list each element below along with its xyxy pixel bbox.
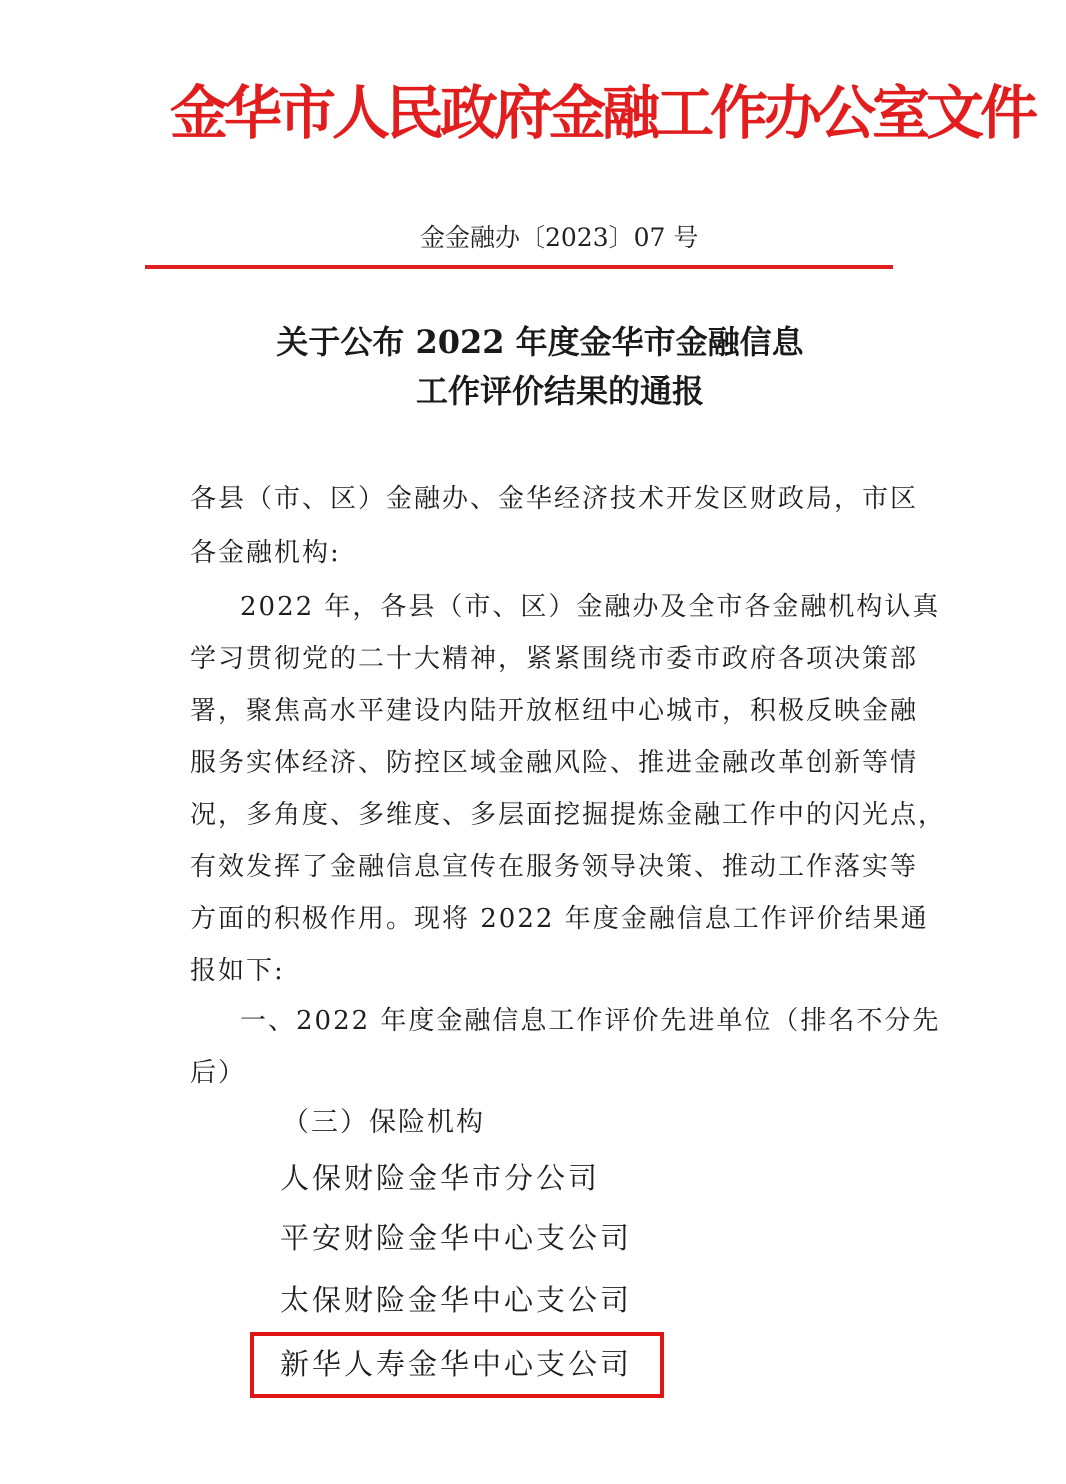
company-list-item: 平安财险金华中心支公司	[280, 1221, 633, 1255]
paragraph-line: 方面的积极作用。现将 2022 年度金融信息工作评价结果通	[190, 904, 929, 934]
red-divider-line	[145, 265, 893, 269]
subsection-heading: （三）保险机构	[282, 1107, 485, 1138]
highlight-box	[250, 1332, 664, 1398]
paragraph-line: 报如下:	[190, 956, 285, 986]
document-header-title: 金华市人民政府金融工作办公室文件	[170, 79, 1035, 147]
notice-title-line-1: 关于公布 2022 年度金华市金融信息	[276, 323, 804, 361]
paragraph-line: 学习贯彻党的二十大精神，紧紧围绕市委市政府各项决策部	[190, 644, 919, 674]
paragraph-line: 有效发挥了金融信息宣传在服务领导决策、推动工作落实等	[190, 852, 919, 882]
company-list-item: 人保财险金华市分公司	[280, 1161, 601, 1195]
section-heading-line-1: 一、2022 年度金融信息工作评价先进单位（排名不分先	[240, 1006, 941, 1036]
paragraph-line: 服务实体经济、防控区域金融风险、推进金融改革创新等情	[190, 748, 919, 778]
paragraph-line: 2022 年，各县（市、区）金融办及全市各金融机构认真	[240, 592, 941, 622]
addressee-line-2: 各金融机构:	[190, 538, 341, 568]
addressee-line-1: 各县（市、区）金融办、金华经济技术开发区财政局，市区	[190, 484, 919, 514]
section-heading-line-2: 后）	[190, 1058, 247, 1088]
paragraph-line: 况，多角度、多维度、多层面挖掘提炼金融工作中的闪光点，	[190, 800, 947, 830]
company-list-item-highlighted: 新华人寿金华中心支公司	[280, 1347, 633, 1381]
document-number: 金金融办〔2023〕07 号	[420, 223, 699, 252]
paragraph-line: 署，聚焦高水平建设内陆开放枢纽中心城市，积极反映金融	[190, 696, 919, 726]
company-list-item: 太保财险金华中心支公司	[280, 1283, 633, 1317]
notice-title-line-2: 工作评价结果的通报	[415, 372, 704, 410]
